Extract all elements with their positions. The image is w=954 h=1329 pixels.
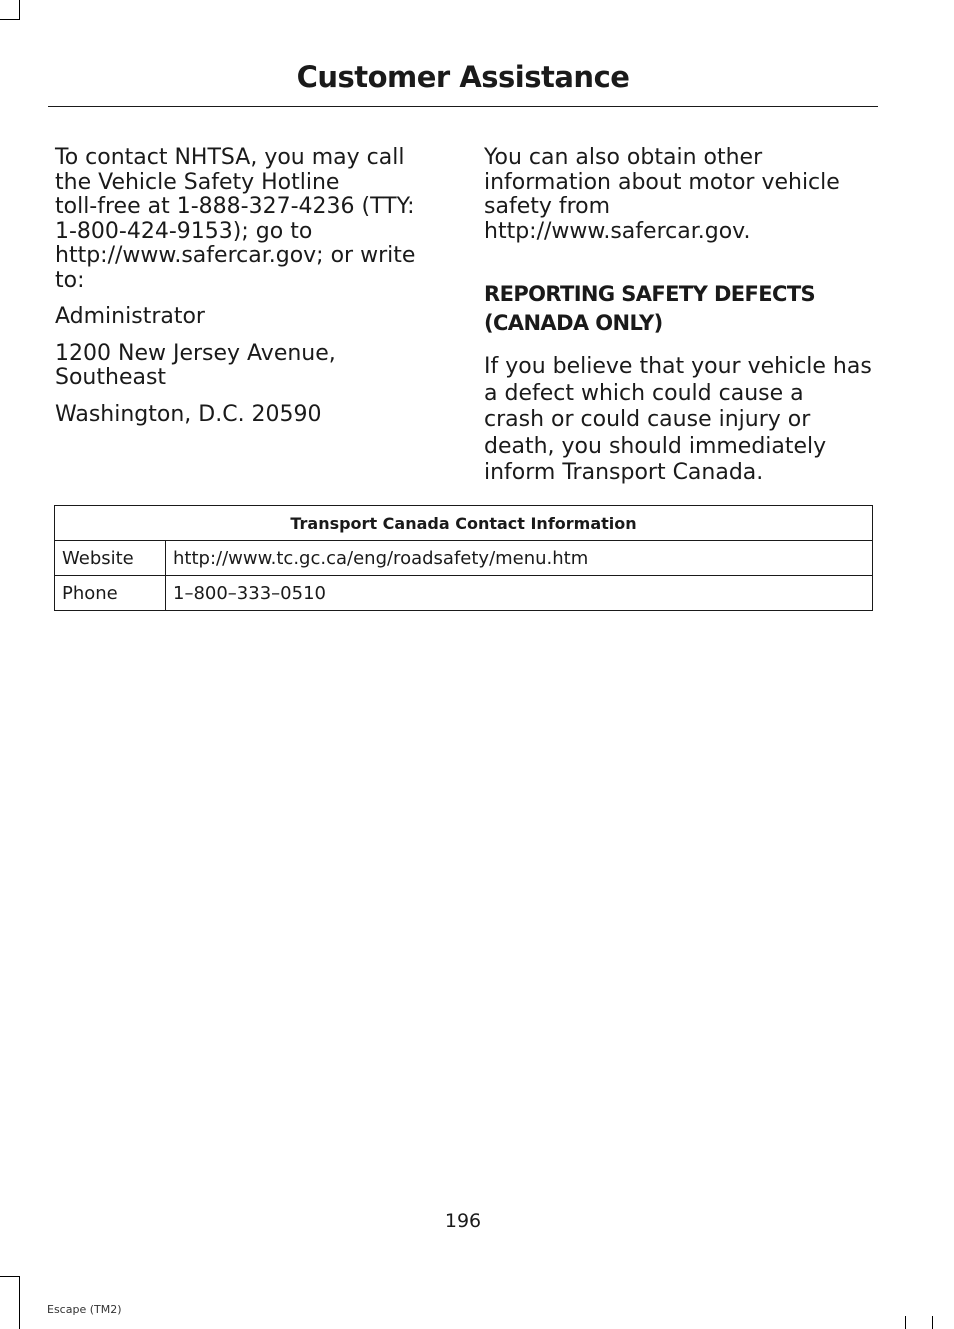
address-street: 1200 New Jersey Avenue, Southeast xyxy=(55,340,336,390)
table-row xyxy=(55,541,873,576)
address-city: Washington, D.C. 20590 xyxy=(55,401,322,427)
page-number: 196 xyxy=(444,1210,482,1232)
page-title: Customer Assistance xyxy=(296,60,630,94)
section-heading: REPORTING SAFETY DEFECTS (CANADA ONLY) xyxy=(484,282,816,335)
transport-canada-table xyxy=(54,505,873,611)
crop-mark xyxy=(905,1316,906,1329)
model-label: Escape (TM2) xyxy=(47,1303,122,1316)
phone-value: 1–800–333–0510 xyxy=(166,576,873,611)
table-header-row xyxy=(55,506,873,541)
left-column xyxy=(55,146,450,439)
crop-mark xyxy=(19,0,20,20)
nhtsa-contact-paragraph: To contact NHTSA, you may call the Vehicle Safety Hotline toll-free at 1-888-327-4236 (TTY: 1-800-424-9153); go to http://www.safercar.gov; or write to: xyxy=(55,145,416,293)
safercar-paragraph: You can also obtain other information about motor vehicle safety from http://www.safercar.gov. xyxy=(484,145,840,244)
table-title: Transport Canada Contact Information xyxy=(55,506,873,541)
phone-label: Phone xyxy=(55,576,166,611)
crop-mark xyxy=(19,1276,20,1329)
address-recipient: Administrator xyxy=(55,304,205,329)
table-row xyxy=(55,576,873,611)
website-label: Website xyxy=(55,541,166,576)
defect-report-paragraph: If you believe that your vehicle has a defect which could cause a crash or could cause injury or death, you should immediately inform Transport Canada. xyxy=(484,354,872,485)
crop-mark xyxy=(0,1276,20,1277)
crop-mark xyxy=(932,1316,933,1329)
right-column xyxy=(484,146,876,487)
website-value: http://www.tc.gc.ca/eng/roadsafety/menu.htm xyxy=(166,541,873,576)
crop-mark xyxy=(0,19,20,20)
title-divider xyxy=(48,106,878,107)
